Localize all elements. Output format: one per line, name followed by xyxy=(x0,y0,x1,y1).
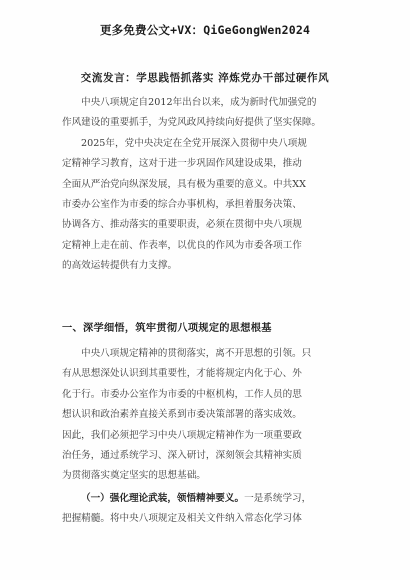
paragraph-line: 中央八项规定精神的贯彻落实，离不开思想的引领。只 xyxy=(81,348,312,359)
paragraph-subsection-1 xyxy=(62,489,354,530)
paragraph-line: 市委办公室作为市委的综合办事机构，承担着服务决策、 xyxy=(62,198,302,210)
paragraph-line: 协调各方、推动落实的重要职责，必须在贯彻中央八项规 xyxy=(62,219,302,231)
document-title: 交流发言：学思践悟抓落实 淬炼党办干部过硬作风 xyxy=(80,72,330,84)
paragraph-line: 中央八项规定自2012年出台以来，成为新时代加强党的 xyxy=(81,97,317,108)
paragraph-line: 2025年，党中央决定在全党开展深入贯彻中央八项规 xyxy=(81,137,307,149)
subsection-lead: （一）强化理论武装，领悟精神要义。 xyxy=(81,493,245,504)
paragraph-line: 全面从严治党向纵深发展，具有极为重要的意义。中共XX xyxy=(62,178,306,190)
paragraph-line: 定精神学习教育，这对于进一步巩固作风建设成果，推动 xyxy=(62,158,302,170)
paragraph-line: 因此，我们必须把学习中央八项规定精神作为一项重要政 xyxy=(62,429,302,441)
paragraph-intro xyxy=(62,93,354,277)
paragraph-section-1 xyxy=(62,344,354,487)
paragraph-line: 的高效运转提供有力支撑。 xyxy=(62,260,178,272)
section-heading: 一、深学细悟，筑牢贯彻八项规定的思想根基 xyxy=(62,322,272,334)
paragraph-line: 为贯彻落实奠定坚实的思想基础。 xyxy=(62,470,206,482)
subsection-lead-rest: 一是系统学习， xyxy=(244,493,312,504)
paragraph-line: 作风建设的重要抓手，为党风政风持续向好提供了坚实保障。 xyxy=(62,117,322,129)
paragraph-line: 治任务，通过系统学习、深入研讨，深刻领会其精神实质 xyxy=(62,449,302,461)
paragraph-line: 有从思想深处认识到其重要性，才能将规定内化于心、外 xyxy=(62,368,302,380)
paragraph-line: 想认识和政治素养直接关系到市委决策部署的落实成效。 xyxy=(62,409,302,421)
paragraph-line: 定精神上走在前、作表率，以优良的作风为市委各项工作 xyxy=(62,239,302,251)
watermark-text: 更多免费公文+VX：QiGeGongWen2024 xyxy=(99,23,311,37)
paragraph-line: 化于行。市委办公室作为市委的中枢机构，工作人员的思 xyxy=(62,388,302,400)
paragraph-line: 把握精髓。将中央八项规定及相关文件纳入常态化学习体 xyxy=(62,513,302,525)
paragraph-line xyxy=(62,489,354,509)
